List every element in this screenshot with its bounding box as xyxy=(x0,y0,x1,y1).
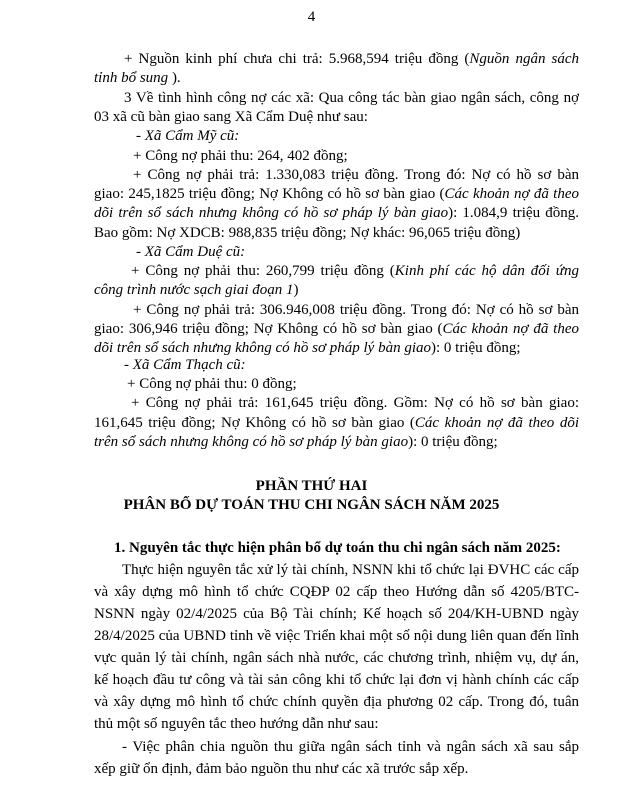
funding-italic-text-2: tỉnh bổ sung xyxy=(94,70,169,86)
payable-text: giao: 306,946 triệu đồng; Nợ Không có hồ sơ bàn giao ( xyxy=(94,321,443,337)
cam-my-receivable: + Công nợ phải thu: 264, 402 đồng; xyxy=(133,148,348,164)
part-subtitle: PHÂN BỔ DỰ TOÁN THU CHI NGÂN SÁCH NĂM 2025 xyxy=(123,497,500,513)
funding-italic-text: Nguồn ngân sách xyxy=(469,51,579,67)
receivable-text: + Công nợ phải thu: 260,799 triệu đồng ( xyxy=(131,263,395,279)
payable-text: 161,645 triệu đồng; Nợ Không có hồ sơ bàn giao ( xyxy=(94,415,415,431)
body-line-3: NSNN ngày 02/4/2025 của Bộ Tài chính; Kế hoạch số 204/KH-UBND ngày xyxy=(94,606,579,622)
cam-due-heading: - Xã Cẩm Duệ cũ: xyxy=(136,244,246,260)
funding-line-2 xyxy=(94,69,579,88)
cam-thach-payable-line-3 xyxy=(94,433,579,452)
cam-thach-receivable: + Công nợ phải thu: 0 đồng; xyxy=(127,376,297,392)
cam-my-payable-line-1: + Công nợ phải trả: 1.330,083 triệu đồng. Trong đó: Nợ có hồ sơ bàn xyxy=(133,167,579,183)
cam-thach-heading: - Xã Cẩm Thạch cũ: xyxy=(124,357,246,373)
cam-my-payable-line-4: Bao gồm: Nợ XDCB: 988,835 triệu đồng; Nợ khác: 96,065 triệu đồng) xyxy=(94,225,521,241)
funding-text: + Nguồn kinh phí chưa chi trả: 5.968,594 triệu đồng ( xyxy=(124,51,470,67)
payable-text: ): 0 triệu đồng; xyxy=(408,434,498,450)
section-heading: 1. Nguyên tắc thực hiện phân bổ dự toán thu chi ngân sách năm 2025: xyxy=(114,540,561,556)
bullet-line-2: xếp giữ ổn định, đảm bảo nguồn thu như các xã trước sắp xếp. xyxy=(94,761,469,777)
cam-due-payable-line-1: + Công nợ phải trả: 306.946,008 triệu đồng. Trong đó: Nợ có hồ sơ bàn xyxy=(133,302,579,318)
payable-text: ): 1.084,9 triệu đồng. xyxy=(448,205,579,221)
payable-italic-text: Các khoản nợ đã theo dõi xyxy=(414,415,579,431)
cam-my-heading: - Xã Cẩm Mỹ cũ: xyxy=(136,128,240,144)
debt-intro-line-2: 03 xã cũ bàn giao sang Xã Cẩm Duệ như sau: xyxy=(94,109,368,125)
body-line-6: kế hoạch đầu tư công và tài sản công khi tổ chức lại đơn vị hành chính các cấp xyxy=(94,672,579,688)
cam-my-payable-line-2 xyxy=(94,185,579,204)
body-line-2: và xây dựng mô hình tổ chức CQĐP 02 cấp theo Hướng dẫn số 4205/BTC- xyxy=(94,584,579,600)
receivable-italic-text: công trình nước sạch giai đoạn 1 xyxy=(94,282,294,298)
page-number: 4 xyxy=(307,9,316,25)
cam-due-payable-line-2 xyxy=(94,320,579,339)
funding-line-1 xyxy=(124,50,579,69)
payable-italic-text: Các khoản nợ đã theo xyxy=(444,186,579,202)
cam-thach-payable-line-1: + Công nợ phải trả: 161,645 triệu đồng. Gồm: Nợ có hồ sơ bàn giao: xyxy=(131,395,579,411)
payable-italic-text: Các khoản nợ đã theo xyxy=(442,321,579,337)
payable-italic-text: dõi trên sổ sách nhưng không có hồ sơ pháp lý bàn giao xyxy=(94,205,449,221)
part-title: PHẦN THỨ HAI xyxy=(255,478,368,494)
body-line-5: vực quản lý tài chính, ngân sách nhà nước, các chương trình, nhiệm vụ, dự án, xyxy=(94,650,579,666)
payable-text: ): 0 triệu đồng; xyxy=(431,340,521,356)
body-line-7: và xây dựng mô hình tổ chức chính quyền địa phương 02 cấp. Trong đó, tuân xyxy=(94,694,579,710)
cam-my-payable-line-3 xyxy=(94,204,579,223)
payable-text: giao: 245,1825 triệu đồng; Nợ Không có hồ sơ bàn giao ( xyxy=(94,186,445,202)
cam-due-receivable-line-1 xyxy=(131,262,579,281)
payable-italic-text: trên sổ sách nhưng không có hồ sơ pháp lý bàn giao xyxy=(94,434,409,450)
funding-close-text: ). xyxy=(168,70,181,86)
body-line-8: thủ một số nguyên tắc theo hướng dẫn như sau: xyxy=(94,716,379,732)
cam-thach-payable-line-2 xyxy=(94,414,579,433)
payable-italic-text: dõi trên sổ sách nhưng không có hồ sơ pháp lý bàn giao xyxy=(94,340,431,356)
bullet-line-1: - Việc phân chia nguồn thu giữa ngân sách tỉnh và ngân sách xã sau sắp xyxy=(122,739,579,755)
body-line-4: 28/4/2025 của UBND tỉnh về việc Triển khai một số nội dung liên quan đến lĩnh xyxy=(94,628,579,644)
receivable-text: ) xyxy=(293,282,299,298)
debt-intro-line-1: 3 Về tình hình công nợ các xã: Qua công tác bàn giao ngân sách, công nợ xyxy=(124,90,579,106)
cam-due-receivable-line-2 xyxy=(94,281,579,300)
body-line-1: Thực hiện nguyên tắc xử lý tài chính, NSNN khi tổ chức lại ĐVHC các cấp xyxy=(122,562,579,578)
receivable-italic-text: Kinh phí các hộ dân đối ứng xyxy=(394,263,579,279)
